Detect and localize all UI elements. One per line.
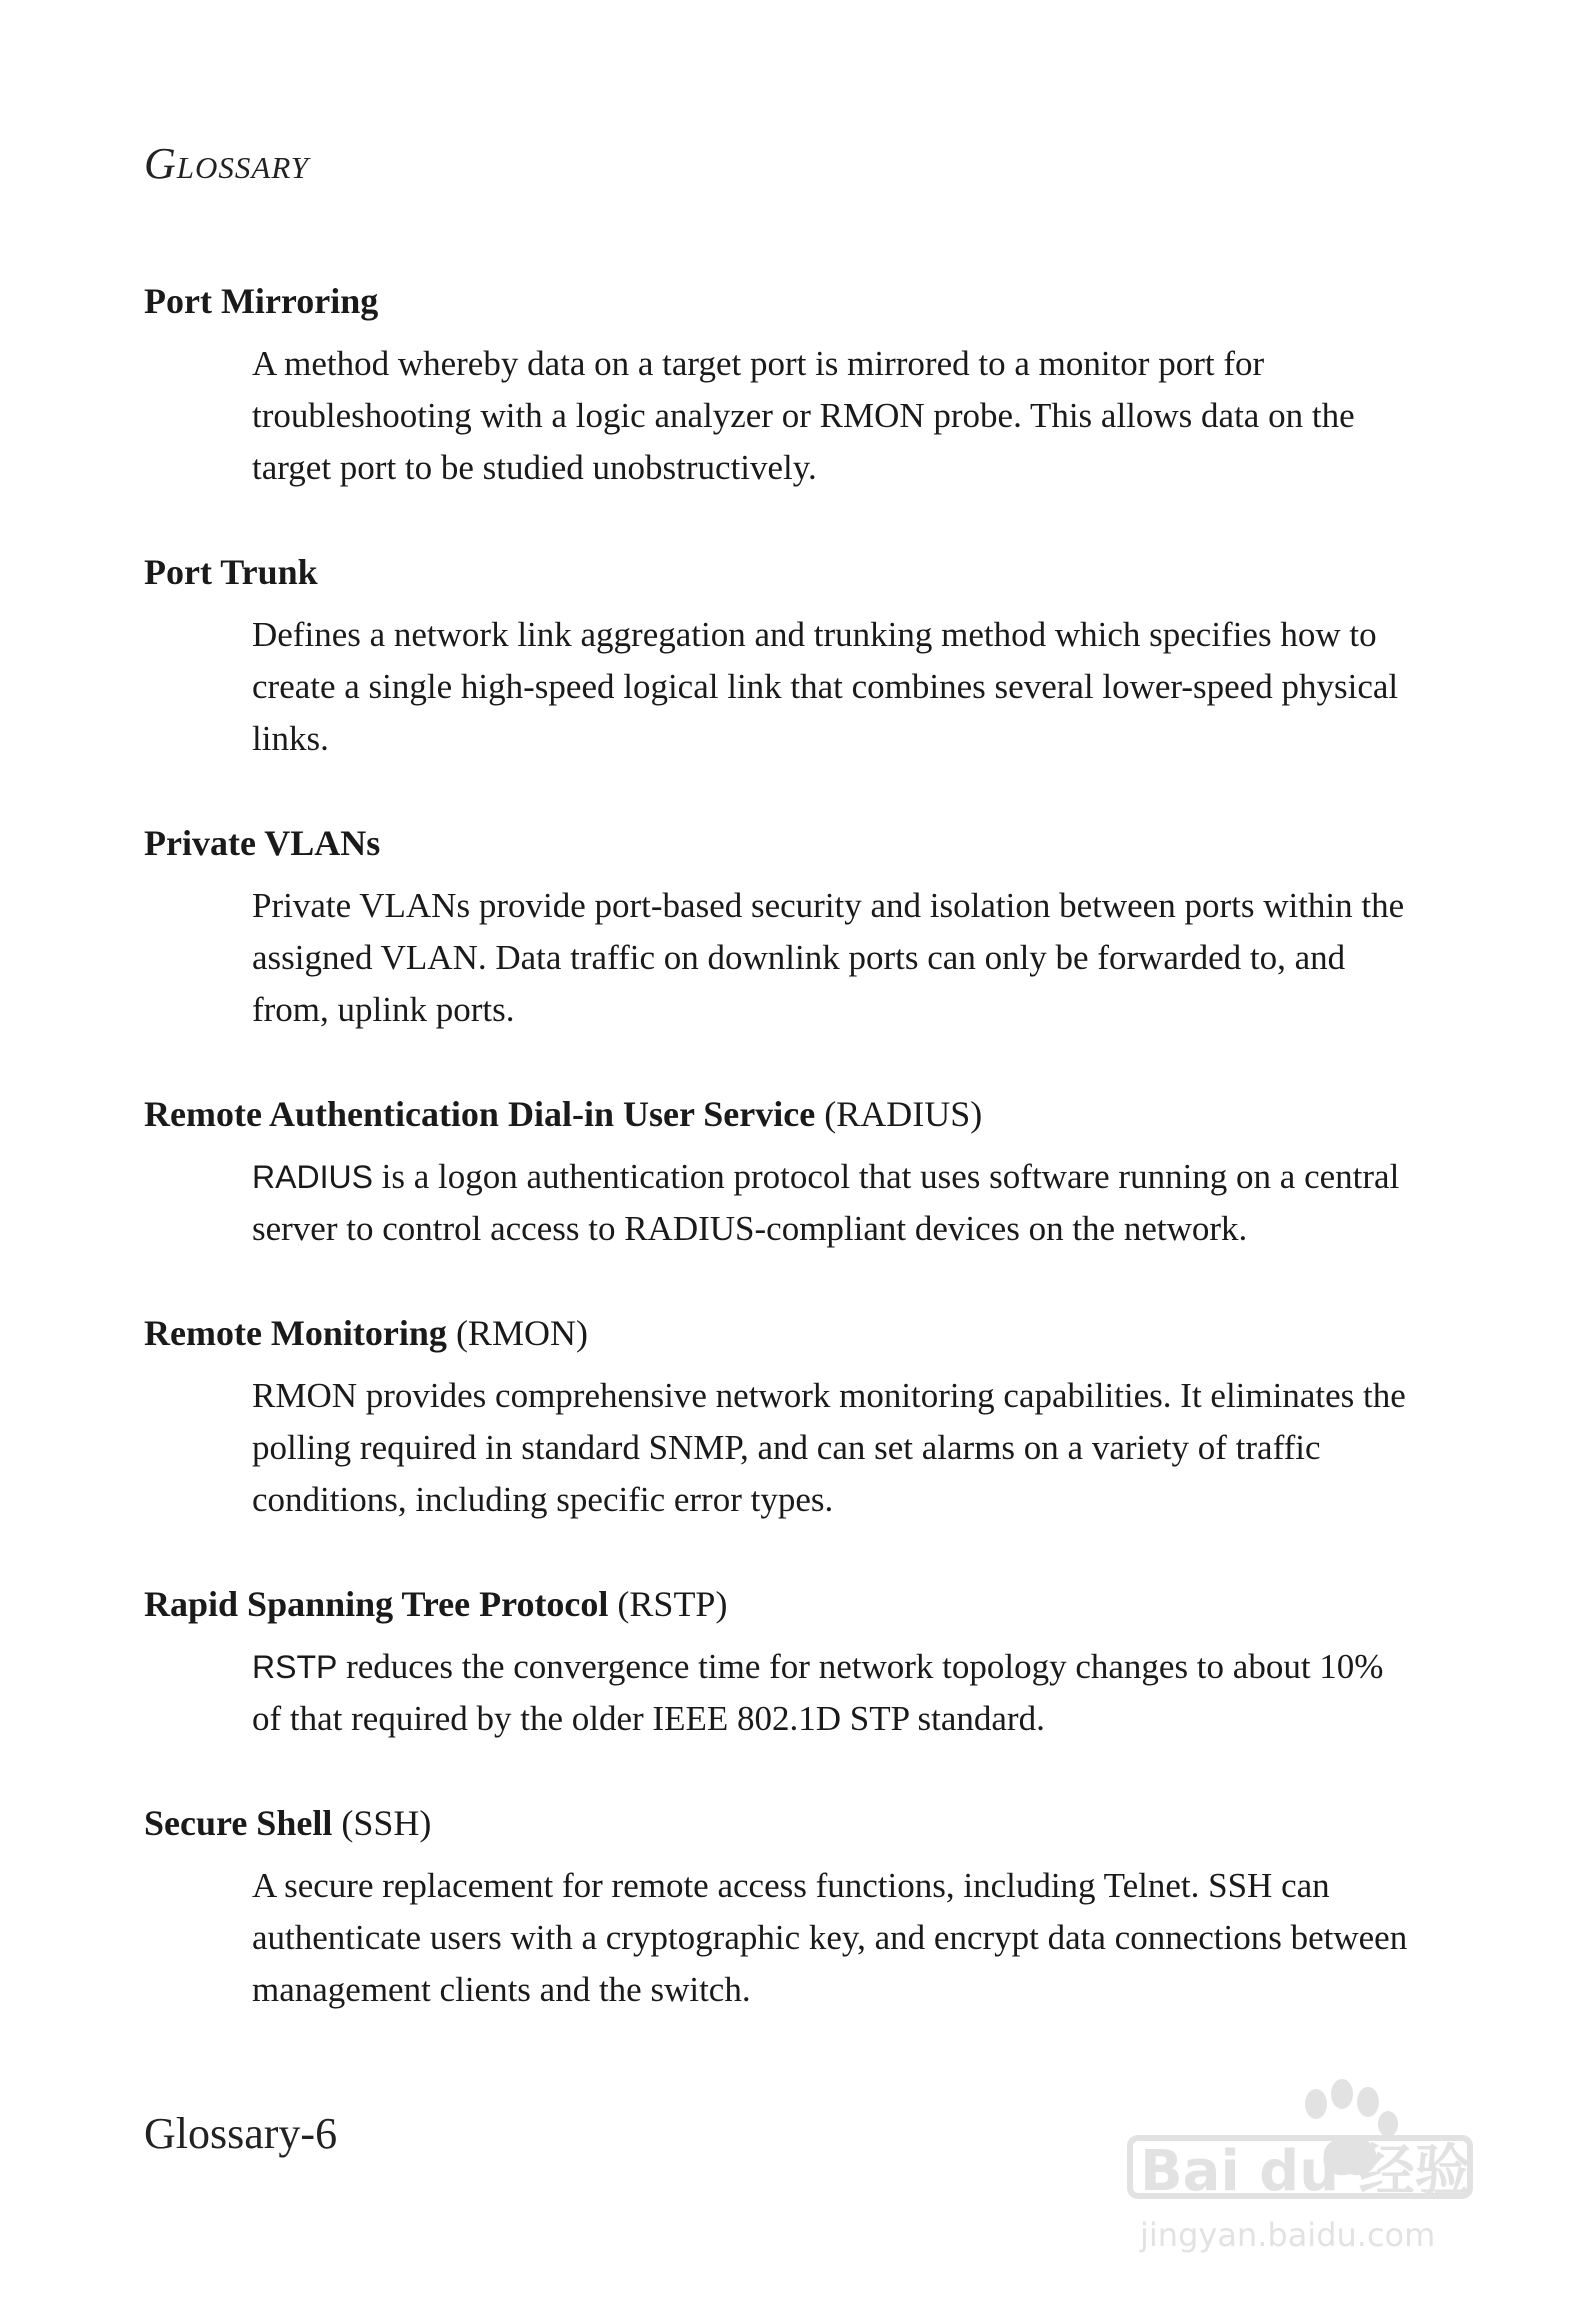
definition-text: is a logon authentication protocol that uses software running on a central server to control access to RADIUS-compliant devices on the network. [252,1157,1400,1248]
running-header-initial: G [144,139,177,188]
term-definition: Private VLANs provide port-based security and isolation between ports within the assigned VLAN. Data traffic on downlink ports can only be forwarded to, and from, uplink ports. [252,886,1405,1029]
glossary-entry-rmon [144,1308,1414,1526]
running-header-rest: LOSSARY [176,150,309,185]
glossary-entry-port-trunk [144,547,1414,765]
term-abbreviation: (RADIUS) [824,1094,983,1134]
definition-lead-word: RSTP [252,1649,338,1685]
term-name: Remote Monitoring [144,1313,447,1353]
term-definition [252,1151,1414,1255]
term-abbreviation: (RSTP) [617,1584,728,1624]
term-definition: Defines a network link aggregation and trunking method which specifies how to create a single high-speed logical link that combines several lower-speed physical links. [252,615,1399,758]
term-name: Private VLANs [144,823,381,863]
page-number: Glossary-6 [144,2109,338,2158]
glossary-entry-radius [144,1089,1414,1255]
glossary-term [144,1308,1414,1358]
glossary-term [144,818,1414,868]
glossary-term [144,276,1414,326]
watermark-brand: Bai du 经验 [1140,2139,1471,2204]
term-definition: A method whereby data on a target port is mirrored to a monitor port for troubleshooting with a logic analyzer or RMON probe. This allows data on the target port to be studied unobstructively. [252,344,1355,487]
term-name: Rapid Spanning Tree Protocol [144,1584,609,1624]
glossary-entries [144,276,1414,2069]
term-name: Port Mirroring [144,281,379,321]
term-name: Secure Shell [144,1803,333,1843]
glossary-term [144,1798,1414,1848]
term-name: Remote Authentication Dial-in User Service [144,1094,816,1134]
watermark-url: jingyan.baidu.com [1140,2216,1436,2254]
term-abbreviation: (RMON) [455,1313,588,1353]
glossary-term [144,1089,1414,1139]
paw-logo-icon [1124,2074,1484,2274]
glossary-entry-port-mirroring [144,276,1414,494]
term-definition: A secure replacement for remote access functions, including Telnet. SSH can authenticate users with a cryptographic key, and encrypt data connections between management clients and the switch. [252,1866,1408,2009]
baidu-jingyan-watermark [1124,2074,1484,2274]
term-name: Port Trunk [144,552,318,592]
glossary-term [144,547,1414,597]
glossary-entry-rstp [144,1579,1414,1745]
glossary-term [144,1579,1414,1629]
term-definition: RMON provides comprehensive network monitoring capabilities. It eliminates the polling required in standard SNMP, and can set alarms on a variety of traffic conditions, including specific error types. [252,1376,1406,1519]
definition-lead-word: RADIUS [252,1159,373,1195]
definition-text: reduces the convergence time for network topology changes to about 10% of that required by the older IEEE 802.1D STP standard. [252,1647,1384,1738]
term-abbreviation: (SSH) [341,1803,432,1843]
glossary-entry-private-vlans [144,818,1414,1036]
term-definition [252,1641,1414,1745]
running-header [144,138,309,189]
glossary-entry-ssh [144,1798,1414,2016]
